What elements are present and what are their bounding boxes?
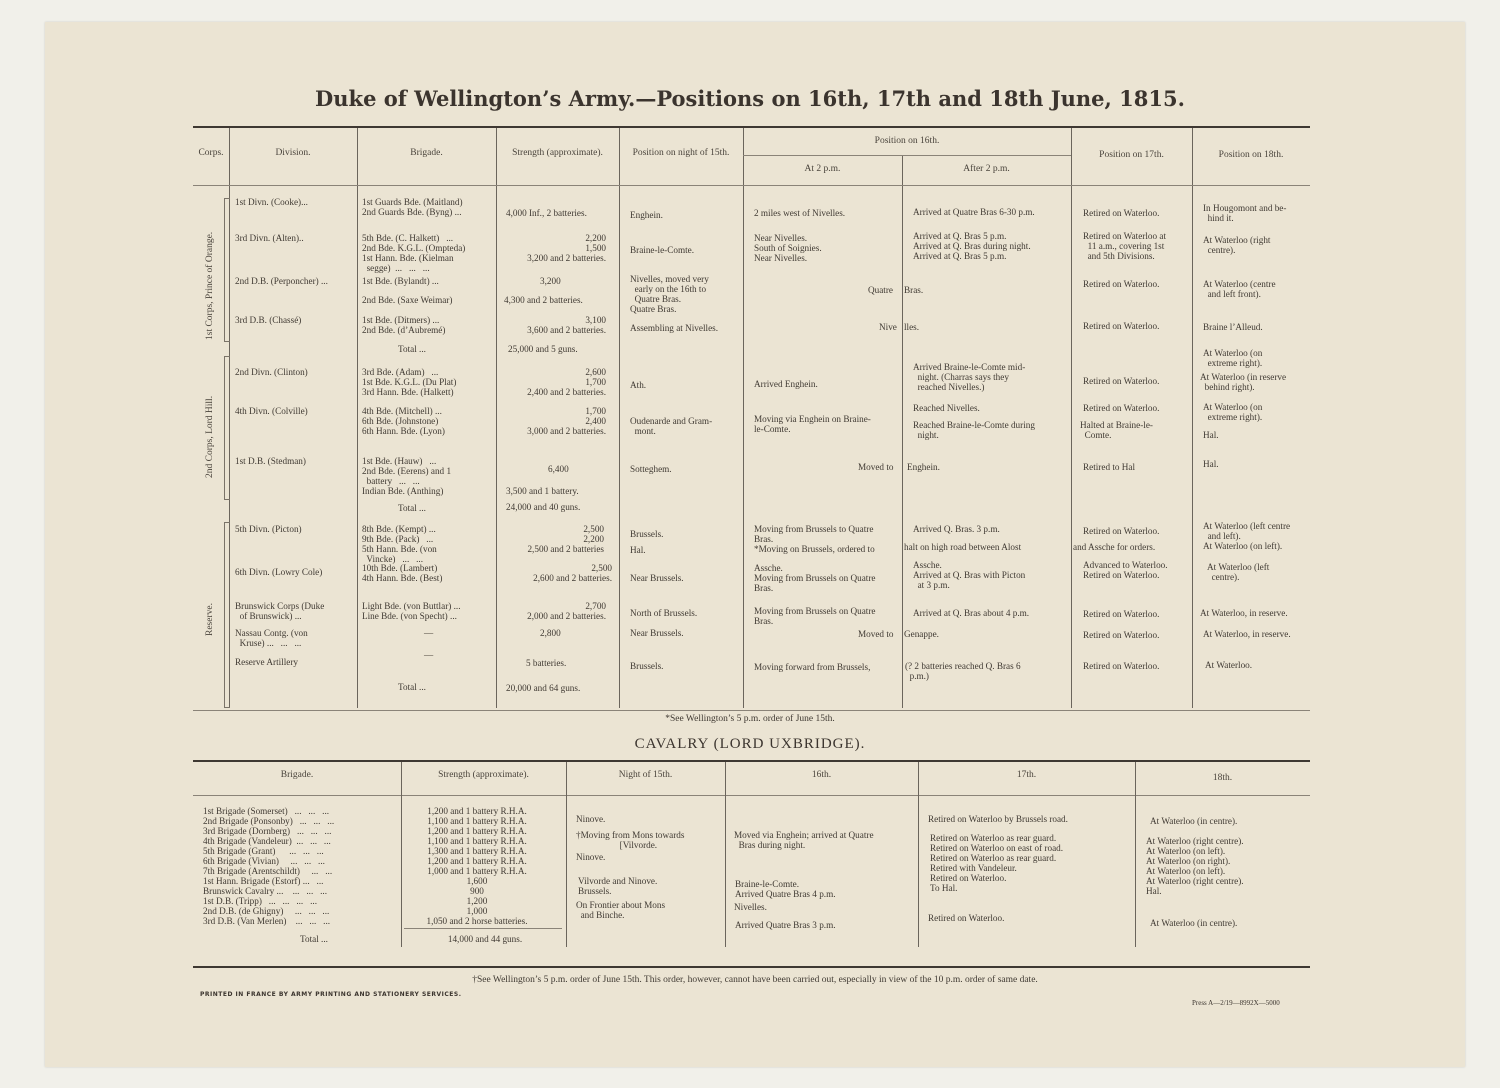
pos18-cell: Hal. bbox=[1203, 459, 1219, 469]
at2-cell: Quatre bbox=[868, 285, 893, 295]
cav-16-cell: Arrived Quatre Bras 3 p.m. bbox=[735, 920, 836, 930]
col-divider bbox=[619, 128, 620, 708]
pos17-cell: Halted at Braine-le- Comte. bbox=[1080, 420, 1153, 440]
header-at2: At 2 p.m. bbox=[804, 164, 841, 174]
brigade-total: Total ... bbox=[398, 503, 426, 513]
cavalry-title: CAVALRY (LORD UXBRIDGE). bbox=[634, 736, 866, 752]
strength-cell: 2,600 1,700 2,400 and 2 batteries. bbox=[527, 367, 606, 397]
pos17-cell: Retired on Waterloo. bbox=[1083, 208, 1160, 218]
pos18-cell: At Waterloo. bbox=[1205, 660, 1253, 670]
strength-cell: 3,200 bbox=[540, 276, 561, 286]
cav-18-cell: At Waterloo (right centre). At Waterloo (on left). At Waterloo (on right). At Waterloo (on left). At Waterloo (right centre). Hal. bbox=[1146, 836, 1244, 896]
division-cell: 5th Divn. (Picton) bbox=[235, 524, 302, 534]
night15-cell: Near Brussels. bbox=[630, 628, 684, 638]
header-corps: Corps. bbox=[198, 148, 224, 158]
cav-night15-cell: Ninove. bbox=[576, 852, 606, 862]
corps-brace bbox=[224, 198, 230, 342]
night15-cell: Brussels. bbox=[630, 661, 664, 671]
brigade-cell: 8th Bde. (Kempt) ... 9th Bde. (Pack) ... 5th Hann. Bde. (von Vincke) ... ... bbox=[362, 524, 437, 564]
header-pos16: Position on 16th. bbox=[874, 136, 940, 146]
after2-cell: Assche. Arrived at Q. Bras with Picton at 3 p.m. bbox=[913, 560, 1026, 590]
night15-cell: Braine-le-Comte. bbox=[630, 245, 695, 255]
cav-header-strength: Strength (approximate). bbox=[438, 770, 529, 780]
strength-cell: 2,500 2,200 2,500 and 2 batteries bbox=[527, 524, 604, 554]
pos18-cell: At Waterloo (on extreme right). bbox=[1203, 348, 1263, 368]
brigade-cell: 4th Bde. (Mitchell) ... 6th Bde. (Johnstone) 6th Hann. Bde. (Lyon) bbox=[362, 406, 445, 436]
strength-cell: 2,200 1,500 3,200 and 2 batteries. bbox=[527, 233, 606, 263]
at2-cell: Moving from Brussels on Quatre Bras. bbox=[754, 606, 876, 626]
corps-label-2nd: 2nd Corps, Lord Hill. bbox=[205, 395, 215, 478]
strength-total: 24,000 and 40 guns. bbox=[506, 502, 581, 512]
cav-header-18th: 18th. bbox=[1212, 773, 1233, 783]
pos17-cell: Retired on Waterloo. bbox=[1083, 376, 1160, 386]
brigade-cell: Light Bde. (von Buttlar) ... Line Bde. (von Specht) ... bbox=[362, 601, 461, 621]
night15-cell: Oudenarde and Gram- mont. bbox=[630, 416, 713, 436]
cav-18-cell: At Waterloo (in centre). bbox=[1150, 918, 1238, 928]
division-cell: 3rd D.B. (Chassé) bbox=[235, 315, 302, 325]
pos17-cell: Retired on Waterloo. bbox=[1083, 526, 1160, 536]
cav-col-divider bbox=[566, 762, 567, 947]
cav-night15-cell: Ninove. bbox=[576, 814, 606, 824]
pos17-cell: Retired on Waterloo. bbox=[1083, 279, 1160, 289]
header-after2: After 2 p.m. bbox=[963, 164, 1010, 174]
brigade-cell: 1st Guards Bde. (Maitland) 2nd Guards Bde. (Byng) ... bbox=[362, 197, 463, 217]
strength-cell: 1,700 2,400 3,000 and 2 batteries. bbox=[527, 406, 606, 436]
after2-cell: (? 2 batteries reached Q. Bras 6 p.m.) bbox=[905, 661, 1021, 681]
cav-header-17th: 17th. bbox=[1016, 770, 1037, 780]
brigade-cell: 2nd Bde. (Saxe Weimar) bbox=[362, 295, 453, 305]
pos17-cell: Retired on Waterloo. bbox=[1083, 609, 1160, 619]
pos17-cell: Retired to Hal bbox=[1083, 462, 1136, 472]
cav-16-cell: Moved via Enghein; arrived at Quatre Bras during night. bbox=[734, 830, 874, 850]
corps-brace bbox=[224, 356, 230, 500]
cav-16-cell: Braine-le-Comte. Arrived Quatre Bras 4 p.m. bbox=[735, 879, 836, 899]
pos18-cell: Hal. bbox=[1203, 430, 1219, 440]
header-night15: Position on night of 15th. bbox=[632, 148, 730, 158]
strength-total: 25,000 and 5 guns. bbox=[508, 344, 578, 354]
at2-cell: Moving from Brussels to Quatre Bras. *Moving on Brussels, ordered to bbox=[754, 524, 875, 554]
pos18-cell: At Waterloo (on extreme right). bbox=[1203, 402, 1263, 422]
header-pos17: Position on 17th. bbox=[1099, 150, 1164, 160]
cav-17-cell: Retired on Waterloo by Brussels road. bbox=[928, 814, 1068, 824]
after2-cell: Arrived Q. Bras. 3 p.m. bbox=[913, 524, 1000, 534]
pos18-cell: At Waterloo, in reserve. bbox=[1200, 608, 1288, 618]
night15-cell: Hal. bbox=[630, 545, 646, 555]
after2-cell: Arrived at Q. Bras 5 p.m. Arrived at Q. Bras during night. Arrived at Q. Bras 5 p.m. bbox=[913, 231, 1031, 261]
strength-cell: 3,100 3,600 and 2 batteries. bbox=[527, 315, 606, 335]
cav-16-cell: Nivelles. bbox=[734, 902, 767, 912]
pos17-cell: Advanced to Waterloo. Retired on Waterloo. bbox=[1083, 560, 1168, 580]
at2-cell: Moved to bbox=[858, 629, 894, 639]
division-cell: 3rd Divn. (Alten).. bbox=[235, 233, 304, 243]
col-divider bbox=[902, 155, 903, 708]
cav-col-divider bbox=[725, 762, 726, 947]
pos18-cell: At Waterloo (centre and left front). bbox=[1203, 279, 1276, 299]
after2-cell: Genappe. bbox=[904, 629, 939, 639]
cav-header-16th: 16th. bbox=[811, 770, 832, 780]
printer-imprint: PRINTED IN FRANCE BY ARMY PRINTING AND STATIONERY SERVICES. bbox=[200, 991, 462, 998]
division-cell: 1st D.B. (Stedman) bbox=[235, 456, 306, 466]
brigade-total: Total ... bbox=[398, 344, 426, 354]
division-cell: 6th Divn. (Lowry Cole) bbox=[235, 567, 323, 577]
division-cell: 2nd Divn. (Clinton) bbox=[235, 367, 308, 377]
pos18-cell: At Waterloo (left centre). bbox=[1207, 562, 1270, 582]
header-division: Division. bbox=[275, 148, 311, 158]
main-table-top-rule bbox=[193, 126, 1310, 128]
at2-cell: Moving forward from Brussels, bbox=[754, 662, 871, 672]
header-brigade: Brigade. bbox=[410, 148, 443, 158]
night15-cell: Enghein. bbox=[630, 210, 663, 220]
col-divider bbox=[1071, 128, 1072, 708]
brigade-cell: 10th Bde. (Lambert) 4th Hann. Bde. (Best) bbox=[362, 563, 443, 583]
brigade-cell: 1st Bde. (Ditmers) ... 2nd Bde. (d’Aubremé) bbox=[362, 315, 446, 335]
col-divider bbox=[743, 128, 744, 708]
strength-cell: 2,500 2,600 and 2 batteries. bbox=[533, 563, 612, 583]
strength-cell: 5 batteries. bbox=[526, 658, 567, 668]
cavalry-table-top-rule bbox=[193, 760, 1310, 762]
brigade-cell: — bbox=[424, 628, 434, 638]
col-divider bbox=[496, 128, 497, 708]
corps-label-1st: 1st Corps, Prince of Orange. bbox=[205, 231, 215, 340]
after2-cell: lles. bbox=[904, 322, 920, 332]
strength-cell: 4,300 and 2 batteries. bbox=[504, 295, 583, 305]
cav-col-divider bbox=[918, 762, 919, 947]
cav-col-divider bbox=[1135, 762, 1136, 947]
after2-cell: Reached Nivelles. bbox=[913, 403, 980, 413]
strength-total: 20,000 and 64 guns. bbox=[506, 683, 581, 693]
division-cell: Nassau Contg. (von Kruse) ... ... ... bbox=[235, 628, 308, 648]
cav-col-divider bbox=[401, 762, 402, 947]
pos18-cell: At Waterloo, in reserve. bbox=[1203, 629, 1291, 639]
division-cell: 2nd D.B. (Perponcher) ... bbox=[235, 276, 328, 286]
pos18-cell: At Waterloo (left centre and left). At Waterloo (on left). bbox=[1203, 521, 1291, 551]
cav-total-label: Total ... bbox=[300, 934, 328, 944]
cav-total-value: 14,000 and 44 guns. bbox=[447, 934, 523, 944]
division-cell: Brunswick Corps (Duke of Brunswick) ... bbox=[235, 601, 325, 621]
pos18-cell: Braine l’Alleud. bbox=[1203, 322, 1263, 332]
cav-night15-cell: On Frontier about Mons and Binche. bbox=[576, 900, 666, 920]
night15-cell: Sotteghem. bbox=[630, 464, 672, 474]
cav-header-brigade: Brigade. bbox=[280, 770, 314, 780]
brigade-cell: 1st Bde. (Hauw) ... 2nd Bde. (Eerens) and 1 battery ... ... Indian Bde. (Anthing) bbox=[362, 456, 452, 496]
pos18-cell: At Waterloo (in reserve behind right). bbox=[1200, 372, 1287, 392]
brigade-cell: 1st Bde. (Bylandt) ... bbox=[362, 276, 439, 286]
pos17-cell: Retired on Waterloo. bbox=[1083, 321, 1160, 331]
at2-cell: Nive bbox=[879, 322, 897, 332]
header-bottom-rule bbox=[193, 185, 1310, 186]
col-divider bbox=[357, 128, 358, 708]
at2-cell: 2 miles west of Nivelles. bbox=[754, 208, 846, 218]
strength-cell: 6,400 bbox=[548, 464, 569, 474]
night15-cell: Brussels. bbox=[630, 529, 664, 539]
cav-18-cell: At Waterloo (in centre). bbox=[1150, 816, 1238, 826]
page-title: Duke of Wellington’s Army.—Positions on 16th, 17th and 18th June, 1815. bbox=[315, 86, 1185, 111]
cavalry-table-bottom-rule bbox=[193, 966, 1310, 968]
header-strength: Strength (approximate). bbox=[512, 148, 603, 158]
cav-total-rule bbox=[404, 928, 562, 929]
pos17-cell: Retired on Waterloo at 11 a.m., covering 1st and 5th Divisions. bbox=[1083, 231, 1167, 261]
after2-cell: Arrived Braine-le-Comte mid- night. (Charras says they reached Nivelles.) bbox=[913, 362, 1026, 392]
strength-cell: 3,500 and 1 battery. bbox=[506, 486, 579, 496]
at2-cell: Moved to bbox=[858, 462, 894, 472]
pos18-cell: At Waterloo (right centre). bbox=[1203, 235, 1271, 255]
cav-strength-list: 1,200 and 1 battery R.H.A. 1,100 and 1 battery R.H.A. 1,200 and 1 battery R.H.A. 1,100 and 1 battery R.H.A. 1,300 and 1 battery R.H.A. 1,200 and 1 battery R.H.A. 1,000 and 1 battery R.H.A. 1,600 900 1,200 1,000 1,050 and 2 horse batteries. bbox=[426, 806, 528, 926]
cav-17-cell: Retired on Waterloo. bbox=[928, 913, 1005, 923]
header-subrule bbox=[743, 155, 1071, 156]
brigade-total: Total ... bbox=[398, 682, 426, 692]
at2-cell: Arrived Enghein. bbox=[754, 379, 818, 389]
at2-cell: Moving via Enghein on Braine- le-Comte. bbox=[754, 414, 871, 434]
brigade-cell: — bbox=[424, 650, 434, 660]
cav-night15-cell: Vilvorde and Ninove. Brussels. bbox=[578, 876, 658, 896]
press-mark: Press A—2/19—8992X—5000 bbox=[1192, 999, 1280, 1007]
division-cell: 1st Divn. (Cooke)... bbox=[235, 197, 308, 207]
strength-cell: 4,000 Inf., 2 batteries. bbox=[506, 208, 587, 218]
after2-cell: Enghein. bbox=[907, 462, 940, 472]
at2-cell: Near Nivelles. South of Soignies. Near Nivelles. bbox=[754, 233, 822, 263]
pos17-cell: and Assche for orders. bbox=[1073, 542, 1156, 552]
pos18-cell: In Hougomont and be- hind it. bbox=[1203, 203, 1287, 223]
pos17-cell: Retired on Waterloo. bbox=[1083, 661, 1160, 671]
after2-cell: Arrived at Q. Bras about 4 p.m. bbox=[913, 608, 1030, 618]
after2-cell: Reached Braine-le-Comte during night. bbox=[913, 420, 1035, 440]
division-cell: 4th Divn. (Colville) bbox=[235, 406, 308, 416]
night15-cell: Nivelles, moved very early on the 16th to Quatre Bras. Quatre Bras. bbox=[630, 274, 709, 314]
corps-label-reserve: Reserve. bbox=[205, 603, 215, 636]
after2-cell: Arrived at Quatre Bras 6-30 p.m. bbox=[913, 207, 1035, 217]
night15-cell: Ath. bbox=[630, 380, 647, 390]
night15-cell: Near Brussels. bbox=[630, 573, 684, 583]
cavalry-header-rule bbox=[193, 795, 1310, 796]
cav-17-cell: Retired on Waterloo as rear guard. Retired on Waterloo on east of road. Retired on Waterloo as rear guard. Retired with Vandeleur. Retired on Waterloo. To Hal. bbox=[930, 833, 1064, 893]
pos17-cell: Retired on Waterloo. bbox=[1083, 630, 1160, 640]
strength-cell: 2,700 2,000 and 2 batteries. bbox=[527, 601, 606, 621]
after2-cell: Bras. bbox=[904, 285, 924, 295]
after2-cell: halt on high road between Alost bbox=[904, 542, 1022, 552]
division-cell: Reserve Artillery bbox=[235, 657, 299, 667]
footnote-star: *See Wellington’s 5 p.m. order of June 15th. bbox=[665, 714, 835, 724]
pos17-cell: Retired on Waterloo. bbox=[1083, 403, 1160, 413]
header-pos18: Position on 18th. bbox=[1218, 150, 1284, 160]
brigade-cell: 5th Bde. (C. Halkett) ... 2nd Bde. K.G.L. (Ompteda) 1st Hann. Bde. (Kielman segge) ... ... ... bbox=[362, 233, 466, 273]
night15-cell: Assembling at Nivelles. bbox=[630, 323, 719, 333]
cav-header-night15: Night of 15th. bbox=[618, 770, 673, 780]
cav-night15-cell: †Moving from Mons towards [Vilvorde. bbox=[576, 830, 685, 850]
night15-cell: North of Brussels. bbox=[630, 608, 698, 618]
footnote-dagger: †See Wellington’s 5 p.m. order of June 15th. This order, however, cannot have been carried out, especially in view of the 10 p.m. order of same date. bbox=[472, 975, 1038, 985]
at2-cell: Assche. Moving from Brussels on Quatre Bras. bbox=[754, 563, 876, 593]
col-divider bbox=[1192, 128, 1193, 708]
strength-cell: 2,800 bbox=[540, 628, 561, 638]
cav-brigade-list: 1st Brigade (Somerset) ... ... ... 2nd Brigade (Ponsonby) ... ... ... 3rd Brigade (Dornberg) ... ... ... 4th Brigade (Vandeleur) ... ... ... 5th Brigade (Grant) ... ... ... 6th Brigade (Vivian) ... ... ... 7th Brigade (Arentschildt) ... ... 1st Hann. Brigade (Estorf) ... ... Brunswick Cavalry ... ... ... ... 1st D.B. (Tripp) ... ... ... ... 2nd D.B. (de Ghigny) ... ... ... 3rd D.B. (Van Merlen) ... ... ... bbox=[203, 806, 335, 926]
brigade-cell: 3rd Bde. (Adam) ... 1st Bde. K.G.L. (Du Plat) 3rd Hann. Bde. (Halkett) bbox=[362, 367, 457, 397]
corps-brace bbox=[224, 522, 230, 708]
main-table-bottom-rule bbox=[193, 710, 1310, 711]
